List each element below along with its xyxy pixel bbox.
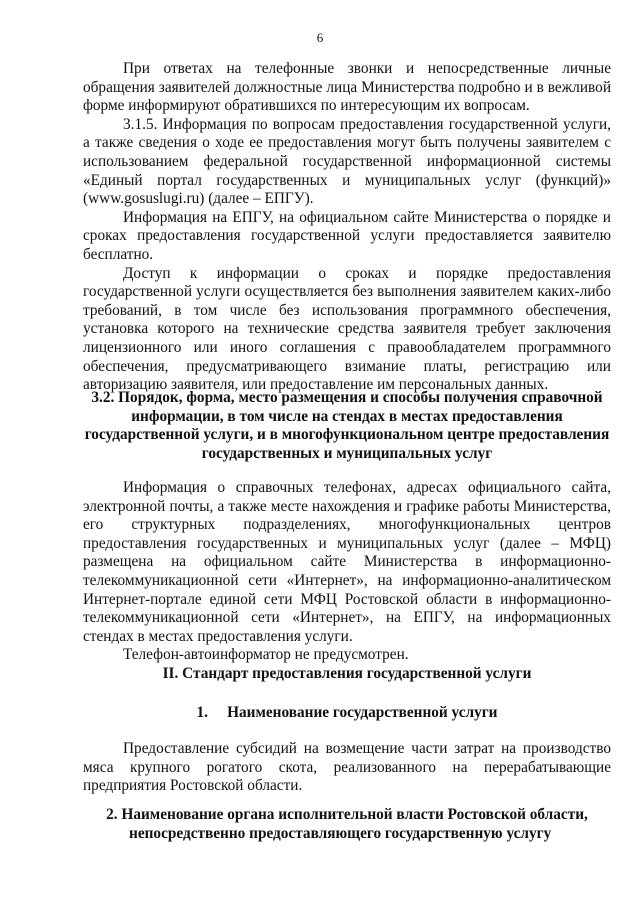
subsection-heading-line: непосредственно предоставляющего государственную услугу [129,824,552,842]
subsection-heading-line: 2. Наименование органа исполнительной власти Ростовской области, [106,806,588,823]
heading-1-block [83,704,611,723]
section-heading: II. Стандарт предоставления государственной услуги [162,665,532,682]
paragraph: Информация о справочных телефонах, адресах официального сайта, электронной почты, а также месте нахождения и графике работы Министерства, его структурных подразделениях, многофункциональных центров предоставления государственных и муниципальных услуг (далее – МФЦ) размещена на официальном сайте Министерства в информационно-телекоммуникационной сети «Интернет», на информационно-аналитическом Интернет-портале единой сети МФЦ Ростовской области в информационно-телекоммуникационной сети «Интернет», на ЕПГУ, на информационных стендах в местах предоставления услуги. [83,479,611,645]
section-heading: 3.2. Порядок, форма, место размещения и способы получения справочной информации, в том числе на стендах в местах предоставления государственной услуги, и в многофункциональном центре предоставления государственных и муниципальных услуг [84,389,610,462]
intro-block [83,60,611,395]
paragraph-1-block [83,740,611,796]
paragraph: Информация на ЕПГУ, на официальном сайте Министерства о порядке и сроках предоставления государственной услуги предоставляется заявителю бесплатно. [83,208,611,263]
paragraph: Предоставление субсидий на возмещение части затрат на производство мяса крупного рогатого скота, реализованного на перерабатывающие предприятия Ростовской области. [83,740,611,795]
section-II-block [83,665,611,684]
paragraph: Телефон-автоинформатор не предусмотрен. [123,646,409,664]
paragraph: При ответах на телефонные звонки и непосредственные личные обращения заявителей должностные лица Министерства подробно и в вежливой форме информируют обратившихся по интересующим их вопросам. [83,60,611,115]
paragraph: Доступ к информации о сроках и порядке предоставления государственной услуги осуществляется без выполнения заявителем каких-либо требований, в том числе без использования программного обеспечения, установка которого на технические средства заявителя требует заключения лицензионного или иного соглашения с правообладателем программного обеспечения, предусматривающего взимание платы, регистрацию или авторизацию заявителя, или предоставление им персональных данных. [83,264,611,394]
heading-2-block [83,806,611,843]
section-3-2-body [83,479,611,665]
section-3-2-heading-block [83,389,611,463]
subsection-heading: 1. Наименование государственной услуги [196,704,498,721]
paragraph: 3.1.5. Информация по вопросам предоставления государственной услуги, а также сведения о ходе ее предоставления могут быть получены заявителем с использованием федеральной государственной информационной системы «Единый портал государственных и муниципальных услуг (функций)» (www.gosuslugi.ru) (далее – ЕПГУ). [83,115,611,208]
page-number: 6 [316,30,324,45]
